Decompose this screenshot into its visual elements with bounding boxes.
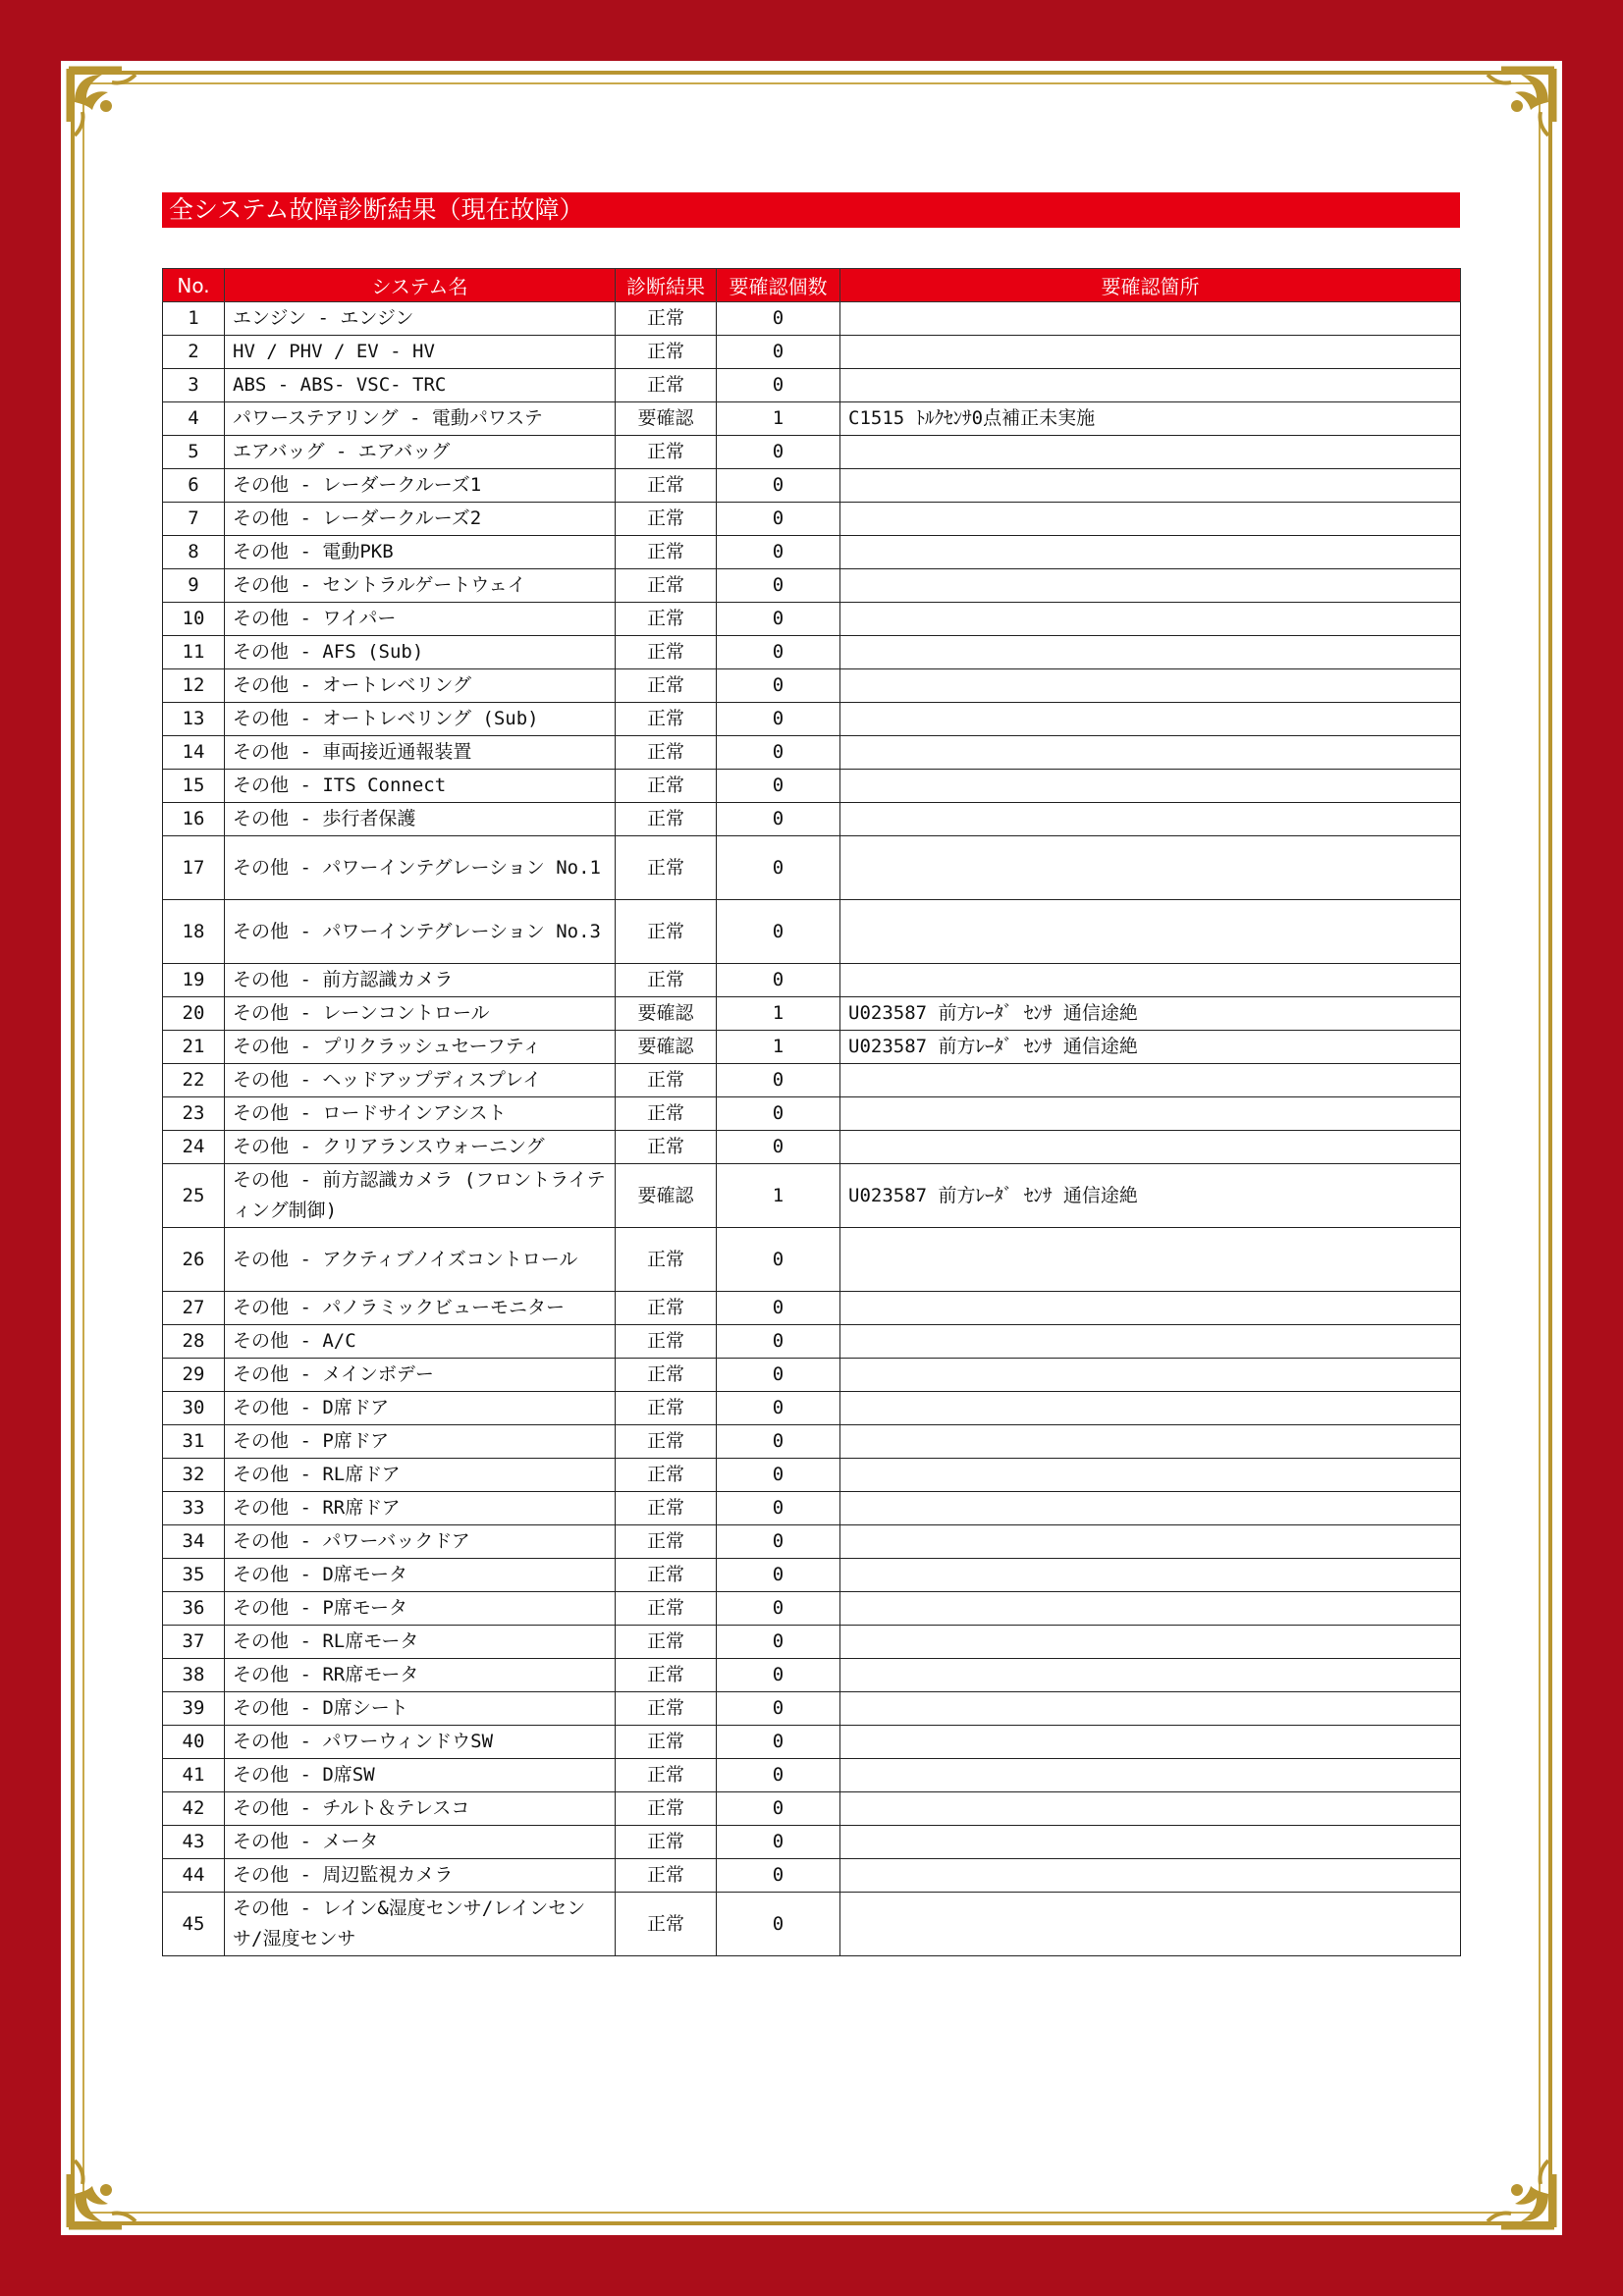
detail-cell — [840, 1325, 1461, 1359]
detail-cell — [840, 503, 1461, 536]
count-cell: 0 — [717, 1759, 840, 1792]
system-name-cell: HV / PHV / EV - HV — [225, 336, 616, 369]
header-detail: 要確認箇所 — [840, 269, 1461, 302]
table-row — [163, 469, 1461, 503]
result-cell: 正常 — [616, 964, 717, 997]
table-body — [163, 302, 1461, 1956]
count-cell: 0 — [717, 1626, 840, 1659]
count-cell: 0 — [717, 536, 840, 569]
detail-cell — [840, 569, 1461, 603]
system-name-cell: その他 - メインボデー — [225, 1359, 616, 1392]
table-row — [163, 900, 1461, 964]
detail-cell — [840, 1525, 1461, 1559]
detail-cell: C1515 ﾄﾙｸｾﾝｻ0点補正未実施 — [840, 402, 1461, 436]
table-header-row — [163, 269, 1461, 302]
header-count: 要確認個数 — [717, 269, 840, 302]
table-row — [163, 1131, 1461, 1164]
row-number: 39 — [163, 1692, 225, 1726]
result-cell: 要確認 — [616, 997, 717, 1031]
diagnosis-table — [162, 268, 1461, 1956]
system-name-cell: その他 - プリクラッシュセーフティ — [225, 1031, 616, 1064]
header-system-name: システム名 — [225, 269, 616, 302]
system-name-cell: その他 - RR席ドア — [225, 1492, 616, 1525]
result-cell: 正常 — [616, 1492, 717, 1525]
row-number: 27 — [163, 1292, 225, 1325]
detail-cell — [840, 536, 1461, 569]
system-name-cell: その他 - メータ — [225, 1826, 616, 1859]
row-number: 35 — [163, 1559, 225, 1592]
count-cell: 0 — [717, 736, 840, 770]
result-cell: 正常 — [616, 1859, 717, 1893]
row-number: 3 — [163, 369, 225, 402]
row-number: 10 — [163, 603, 225, 636]
system-name-cell: その他 - パノラミックビューモニター — [225, 1292, 616, 1325]
system-name-cell: その他 - レーダークルーズ2 — [225, 503, 616, 536]
result-cell: 正常 — [616, 1392, 717, 1425]
table-row — [163, 1031, 1461, 1064]
count-cell: 0 — [717, 1425, 840, 1459]
detail-cell — [840, 1392, 1461, 1425]
system-name-cell: その他 - RL席ドア — [225, 1459, 616, 1492]
row-number: 9 — [163, 569, 225, 603]
row-number: 44 — [163, 1859, 225, 1893]
detail-cell: U023587 前方ﾚｰﾀﾞ ｾﾝｻ 通信途絶 — [840, 1031, 1461, 1064]
count-cell: 0 — [717, 836, 840, 900]
detail-cell — [840, 1726, 1461, 1759]
detail-cell — [840, 900, 1461, 964]
row-number: 42 — [163, 1792, 225, 1826]
row-number: 24 — [163, 1131, 225, 1164]
system-name-cell: ABS - ABS- VSC- TRC — [225, 369, 616, 402]
table-row — [163, 1525, 1461, 1559]
detail-cell — [840, 369, 1461, 402]
corner-ornament-icon — [1470, 2143, 1560, 2233]
corner-ornament-icon — [63, 2143, 153, 2233]
system-name-cell: その他 - クリアランスウォーニング — [225, 1131, 616, 1164]
count-cell: 0 — [717, 436, 840, 469]
count-cell: 0 — [717, 900, 840, 964]
result-cell: 正常 — [616, 669, 717, 703]
table-row — [163, 964, 1461, 997]
count-cell: 0 — [717, 803, 840, 836]
result-cell: 正常 — [616, 1893, 717, 1956]
result-cell: 正常 — [616, 436, 717, 469]
count-cell: 0 — [717, 1292, 840, 1325]
system-name-cell: その他 - 電動PKB — [225, 536, 616, 569]
row-number: 31 — [163, 1425, 225, 1459]
row-number: 25 — [163, 1164, 225, 1228]
result-cell: 正常 — [616, 1826, 717, 1859]
detail-cell — [840, 336, 1461, 369]
detail-cell: U023587 前方ﾚｰﾀﾞ ｾﾝｻ 通信途絶 — [840, 997, 1461, 1031]
result-cell: 正常 — [616, 1726, 717, 1759]
detail-cell — [840, 603, 1461, 636]
detail-cell — [840, 1859, 1461, 1893]
detail-cell — [840, 1759, 1461, 1792]
system-name-cell: その他 - 周辺監視カメラ — [225, 1859, 616, 1893]
row-number: 4 — [163, 402, 225, 436]
row-number: 11 — [163, 636, 225, 669]
result-cell: 正常 — [616, 336, 717, 369]
system-name-cell: その他 - ワイパー — [225, 603, 616, 636]
table-row — [163, 1659, 1461, 1692]
detail-cell — [840, 1459, 1461, 1492]
system-name-cell: その他 - D席シート — [225, 1692, 616, 1726]
system-name-cell: その他 - 前方認識カメラ — [225, 964, 616, 997]
detail-cell — [840, 1131, 1461, 1164]
detail-cell — [840, 1792, 1461, 1826]
system-name-cell: その他 - D席SW — [225, 1759, 616, 1792]
system-name-cell: その他 - ヘッドアップディスプレイ — [225, 1064, 616, 1097]
row-number: 45 — [163, 1893, 225, 1956]
system-name-cell: その他 - パワーバックドア — [225, 1525, 616, 1559]
detail-cell — [840, 636, 1461, 669]
row-number: 12 — [163, 669, 225, 703]
detail-cell — [840, 736, 1461, 770]
system-name-cell: その他 - オートレベリング — [225, 669, 616, 703]
corner-ornament-icon — [1470, 63, 1560, 153]
table-row — [163, 997, 1461, 1031]
table-row — [163, 703, 1461, 736]
count-cell: 0 — [717, 636, 840, 669]
detail-cell — [840, 1492, 1461, 1525]
corner-ornament-icon — [63, 63, 153, 153]
result-cell: 正常 — [616, 1692, 717, 1726]
count-cell: 1 — [717, 997, 840, 1031]
result-cell: 正常 — [616, 369, 717, 402]
system-name-cell: その他 - P席モータ — [225, 1592, 616, 1626]
row-number: 20 — [163, 997, 225, 1031]
table-row — [163, 1359, 1461, 1392]
row-number: 6 — [163, 469, 225, 503]
result-cell: 正常 — [616, 770, 717, 803]
result-cell: 正常 — [616, 1459, 717, 1492]
count-cell: 0 — [717, 1826, 840, 1859]
header-no: No. — [163, 269, 225, 302]
system-name-cell: その他 - レーンコントロール — [225, 997, 616, 1031]
count-cell: 0 — [717, 503, 840, 536]
result-cell: 正常 — [616, 503, 717, 536]
system-name-cell: その他 - 車両接近通報装置 — [225, 736, 616, 770]
row-number: 33 — [163, 1492, 225, 1525]
table-row — [163, 1626, 1461, 1659]
row-number: 26 — [163, 1228, 225, 1292]
result-cell: 正常 — [616, 1292, 717, 1325]
count-cell: 0 — [717, 1325, 840, 1359]
table-row — [163, 1064, 1461, 1097]
row-number: 43 — [163, 1826, 225, 1859]
count-cell: 0 — [717, 1359, 840, 1392]
result-cell: 正常 — [616, 1592, 717, 1626]
result-cell: 正常 — [616, 1525, 717, 1559]
table-row — [163, 1826, 1461, 1859]
row-number: 28 — [163, 1325, 225, 1359]
detail-cell — [840, 1626, 1461, 1659]
count-cell: 0 — [717, 1525, 840, 1559]
system-name-cell: その他 - A/C — [225, 1325, 616, 1359]
count-cell: 0 — [717, 1559, 840, 1592]
table-row — [163, 569, 1461, 603]
result-cell: 正常 — [616, 1559, 717, 1592]
count-cell: 0 — [717, 1726, 840, 1759]
table-row — [163, 1392, 1461, 1425]
row-number: 16 — [163, 803, 225, 836]
system-name-cell: その他 - D席ドア — [225, 1392, 616, 1425]
result-cell: 正常 — [616, 703, 717, 736]
row-number: 40 — [163, 1726, 225, 1759]
result-cell: 正常 — [616, 536, 717, 569]
system-name-cell: その他 - AFS (Sub) — [225, 636, 616, 669]
table-row — [163, 1893, 1461, 1956]
table-row — [163, 1726, 1461, 1759]
count-cell: 0 — [717, 1659, 840, 1692]
row-number: 19 — [163, 964, 225, 997]
detail-cell — [840, 1228, 1461, 1292]
detail-cell — [840, 1893, 1461, 1956]
row-number: 7 — [163, 503, 225, 536]
row-number: 15 — [163, 770, 225, 803]
result-cell: 正常 — [616, 569, 717, 603]
count-cell: 0 — [717, 770, 840, 803]
table-row — [163, 1692, 1461, 1726]
row-number: 13 — [163, 703, 225, 736]
detail-cell — [840, 436, 1461, 469]
table-row — [163, 836, 1461, 900]
result-cell: 正常 — [616, 302, 717, 336]
system-name-cell: その他 - アクティブノイズコントロール — [225, 1228, 616, 1292]
row-number: 1 — [163, 302, 225, 336]
detail-cell — [840, 770, 1461, 803]
system-name-cell: その他 - パワーインテグレーション No.3 — [225, 900, 616, 964]
row-number: 21 — [163, 1031, 225, 1064]
detail-cell — [840, 964, 1461, 997]
system-name-cell: その他 - 歩行者保護 — [225, 803, 616, 836]
count-cell: 0 — [717, 1492, 840, 1525]
count-cell: 0 — [717, 569, 840, 603]
row-number: 32 — [163, 1459, 225, 1492]
table-row — [163, 1425, 1461, 1459]
result-cell: 正常 — [616, 1359, 717, 1392]
system-name-cell: その他 - 前方認識カメラ (フロントライティング制御) — [225, 1164, 616, 1228]
result-cell: 正常 — [616, 803, 717, 836]
table-row — [163, 803, 1461, 836]
count-cell: 0 — [717, 469, 840, 503]
system-name-cell: その他 - レイン&湿度センサ/レインセンサ/湿度センサ — [225, 1893, 616, 1956]
row-number: 2 — [163, 336, 225, 369]
result-cell: 正常 — [616, 1325, 717, 1359]
count-cell: 0 — [717, 369, 840, 402]
result-cell: 要確認 — [616, 402, 717, 436]
system-name-cell: その他 - オートレベリング (Sub) — [225, 703, 616, 736]
system-name-cell: その他 - パワーインテグレーション No.1 — [225, 836, 616, 900]
table-row — [163, 1097, 1461, 1131]
count-cell: 1 — [717, 402, 840, 436]
count-cell: 0 — [717, 1131, 840, 1164]
count-cell: 0 — [717, 603, 840, 636]
system-name-cell: その他 - セントラルゲートウェイ — [225, 569, 616, 603]
count-cell: 0 — [717, 1859, 840, 1893]
system-name-cell: その他 - ロードサインアシスト — [225, 1097, 616, 1131]
count-cell: 0 — [717, 1592, 840, 1626]
system-name-cell: その他 - RL席モータ — [225, 1626, 616, 1659]
row-number: 30 — [163, 1392, 225, 1425]
result-cell: 正常 — [616, 900, 717, 964]
table-row — [163, 402, 1461, 436]
row-number: 37 — [163, 1626, 225, 1659]
table-row — [163, 1228, 1461, 1292]
row-number: 34 — [163, 1525, 225, 1559]
count-cell: 0 — [717, 1692, 840, 1726]
table-row — [163, 1559, 1461, 1592]
count-cell: 0 — [717, 703, 840, 736]
system-name-cell: その他 - P席ドア — [225, 1425, 616, 1459]
detail-cell — [840, 1292, 1461, 1325]
system-name-cell: その他 - D席モータ — [225, 1559, 616, 1592]
detail-cell — [840, 1692, 1461, 1726]
detail-cell: U023587 前方ﾚｰﾀﾞ ｾﾝｻ 通信途絶 — [840, 1164, 1461, 1228]
count-cell: 0 — [717, 669, 840, 703]
result-cell: 要確認 — [616, 1031, 717, 1064]
table-row — [163, 603, 1461, 636]
system-name-cell: その他 - チルト＆テレスコ — [225, 1792, 616, 1826]
result-cell: 正常 — [616, 1792, 717, 1826]
count-cell: 0 — [717, 1064, 840, 1097]
result-cell: 正常 — [616, 836, 717, 900]
table-row — [163, 536, 1461, 569]
row-number: 18 — [163, 900, 225, 964]
page-title: 全システム故障診断結果（現在故障） — [162, 192, 1460, 228]
system-name-cell: その他 - パワーウィンドウSW — [225, 1726, 616, 1759]
count-cell: 0 — [717, 302, 840, 336]
result-cell: 正常 — [616, 1759, 717, 1792]
count-cell: 0 — [717, 336, 840, 369]
detail-cell — [840, 1359, 1461, 1392]
detail-cell — [840, 803, 1461, 836]
table-row — [163, 302, 1461, 336]
detail-cell — [840, 669, 1461, 703]
row-number: 23 — [163, 1097, 225, 1131]
result-cell: 正常 — [616, 1097, 717, 1131]
result-cell: 正常 — [616, 636, 717, 669]
detail-cell — [840, 703, 1461, 736]
result-cell: 正常 — [616, 1425, 717, 1459]
table-row — [163, 336, 1461, 369]
system-name-cell: エアバッグ - エアバッグ — [225, 436, 616, 469]
result-cell: 要確認 — [616, 1164, 717, 1228]
table-row — [163, 1292, 1461, 1325]
result-cell: 正常 — [616, 1659, 717, 1692]
header-result: 診断結果 — [616, 269, 717, 302]
result-cell: 正常 — [616, 469, 717, 503]
system-name-cell: その他 - ITS Connect — [225, 770, 616, 803]
count-cell: 1 — [717, 1031, 840, 1064]
count-cell: 0 — [717, 1228, 840, 1292]
row-number: 14 — [163, 736, 225, 770]
row-number: 5 — [163, 436, 225, 469]
detail-cell — [840, 1659, 1461, 1692]
row-number: 22 — [163, 1064, 225, 1097]
table-row — [163, 436, 1461, 469]
detail-cell — [840, 1826, 1461, 1859]
result-cell: 正常 — [616, 1228, 717, 1292]
detail-cell — [840, 469, 1461, 503]
table-row — [163, 736, 1461, 770]
count-cell: 0 — [717, 964, 840, 997]
table-row — [163, 1792, 1461, 1826]
count-cell: 0 — [717, 1792, 840, 1826]
row-number: 17 — [163, 836, 225, 900]
row-number: 41 — [163, 1759, 225, 1792]
table-row — [163, 1759, 1461, 1792]
detail-cell — [840, 1097, 1461, 1131]
table-row — [163, 503, 1461, 536]
row-number: 8 — [163, 536, 225, 569]
row-number: 36 — [163, 1592, 225, 1626]
count-cell: 0 — [717, 1893, 840, 1956]
count-cell: 0 — [717, 1459, 840, 1492]
detail-cell — [840, 1592, 1461, 1626]
detail-cell — [840, 1559, 1461, 1592]
table-row — [163, 669, 1461, 703]
result-cell: 正常 — [616, 1064, 717, 1097]
detail-cell — [840, 836, 1461, 900]
count-cell: 1 — [717, 1164, 840, 1228]
table-row — [163, 770, 1461, 803]
system-name-cell: エンジン - エンジン — [225, 302, 616, 336]
result-cell: 正常 — [616, 1131, 717, 1164]
row-number: 38 — [163, 1659, 225, 1692]
table-row — [163, 636, 1461, 669]
table-row — [163, 1592, 1461, 1626]
table-row — [163, 1492, 1461, 1525]
count-cell: 0 — [717, 1392, 840, 1425]
table-row — [163, 1325, 1461, 1359]
table-row — [163, 1164, 1461, 1228]
detail-cell — [840, 1425, 1461, 1459]
table-row — [163, 1859, 1461, 1893]
detail-cell — [840, 1064, 1461, 1097]
result-cell: 正常 — [616, 736, 717, 770]
table-row — [163, 1459, 1461, 1492]
system-name-cell: その他 - レーダークルーズ1 — [225, 469, 616, 503]
system-name-cell: パワーステアリング - 電動パワステ — [225, 402, 616, 436]
system-name-cell: その他 - RR席モータ — [225, 1659, 616, 1692]
row-number: 29 — [163, 1359, 225, 1392]
table-row — [163, 369, 1461, 402]
detail-cell — [840, 302, 1461, 336]
count-cell: 0 — [717, 1097, 840, 1131]
result-cell: 正常 — [616, 1626, 717, 1659]
result-cell: 正常 — [616, 603, 717, 636]
